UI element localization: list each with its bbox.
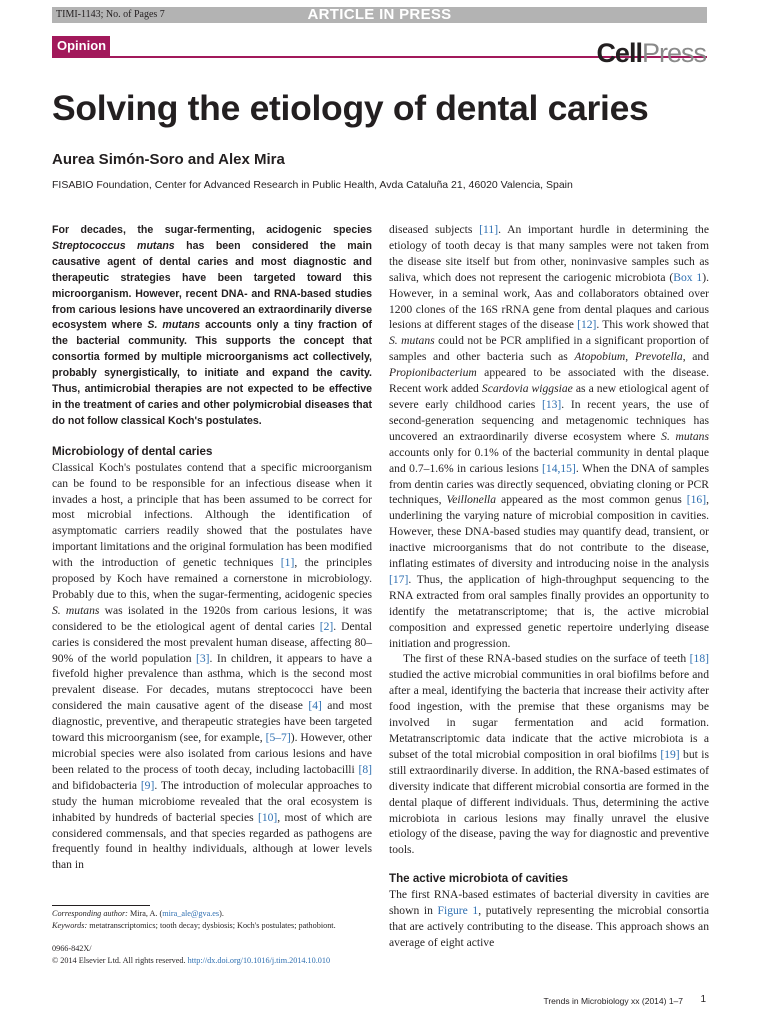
article-in-press-banner: [52, 7, 707, 23]
citation-link[interactable]: [11]: [479, 223, 499, 236]
figure-link[interactable]: Figure 1: [437, 904, 479, 918]
copyright: © 2014 Elsevier Ltd. All rights reserved. http://dx.doi.org/10.1016/j.tim.2014.10.010: [52, 956, 331, 965]
body-paragraph: diseased subjects [11]. An important hurdle in determining the etiology of tooth decay is that many samples were not taken from the disease site itself but from other, noninvasive samples such as saliva, which does not represent the cariogenic microbiota (Box 1). However, in a seminal work, Aas and collaborators obtained over 1200 clones of the 16S rRNA gene from dental plaques and carious lesions at different stages of the disease [12]. This work showed that S. mutans could not be PCR amplified in a significant proportion of samples and other bacteria such as Atopobium, Prevotella, and Propionibacterium appeared to be associated with the disease. Recent work added Scardovia wiggsiae as a new etiological agent of severe early childhood caries [13]. In recent years, the use of second-generation sequencing and metagenomic techniques has uncovered an extraordinarily diverse ecosystem where S. mutans accounts only for 0.1% of the bacterial community in dental plaque and 0.7–1.6% in carious lesions [14,15]. When the DNA of samples from dentin caries was directly sequenced, obviating cloning or PCR techniques, Veillonella appeared as the most common genus [16], underlining the varying nature of microbial composition in cavities. However, these DNA-based studies may quantify dead, transient, or inactive microorganisms that do not contribute to the disease, inflating estimates of diversity and introducing noise in the analysis [17]. Thus, the application of high-throughput sequencing to the RNA extracted from oral samples finally provides an opportunity to identify the metatranscriptome; that is, the active microbial composition and expressed genetic repertoire underlying disease initiation and progression.: [389, 223, 710, 650]
citation-link[interactable]: [12]: [577, 318, 597, 332]
article-title: Solving the etiology of dental caries: [52, 88, 649, 128]
citation-link[interactable]: [17]: [389, 572, 409, 586]
citation-link[interactable]: [4]: [308, 699, 322, 713]
citation-link[interactable]: [5–7]: [265, 731, 291, 745]
article-authors: Aurea Simón-Soro and Alex Mira: [52, 151, 285, 168]
publisher-logo: [596, 38, 706, 69]
section-label: Opinion: [52, 36, 110, 56]
citation-link[interactable]: [3]: [195, 651, 210, 665]
body-paragraph: Classical Koch's postulates contend that a specific microorganism can be found to be responsible for an infectious disease when it invades a host, a principle that has been assumed to be correct for most microbial infections. Although the identification of asymptomatic carriers readily showed that the postulates have important limitations and the original formulation has been modified with the introduction of genetic techniques [1], the principles proposed by Koch have remained a cornerstone in microbiology. Probably due to this, when the sugar-fermenting, acidogenic species S. mutans was isolated in the 1920s from carious lesions, it was considered to be the etiological agent of dental caries [2]. Dental caries is considered the most prevalent human disease, affecting 80–90% of the world population [3]. In children, it appears to have a fivefold higher prevalence than asthma, which is the second most prevalent disease. For decades, mutans streptococci have been considered the main causative agent of the disease [4] and most diagnostic, preventive, and therapeutic strategies have been targeted toward this microorganism (see, for example, [5–7]). However, other microbial species were also isolated from carious lesions and have been related to the process of tooth decay, including lactobacilli [8] and bifidobacteria [9]. The introduction of molecular approaches to study the human microbiome revealed that the oral ecosystem is inhabited by hundreds of bacterial species [10], most of which are considered commensals, and that species regarded as pathogens are frequently found in healthy individuals, although at lower levels than in: [52, 460, 373, 872]
email-link[interactable]: mira_ale@gva.es: [162, 909, 220, 918]
citation-link[interactable]: [18]: [689, 652, 709, 666]
logo-cell: Cell: [596, 38, 642, 68]
issn: 0966-842X/: [52, 944, 92, 953]
logo-press: Press: [641, 38, 706, 68]
corresponding-author: Corresponding author: Mira, A. (mira_ale@gva.es).: [52, 909, 224, 918]
citation-link[interactable]: [9]: [140, 778, 155, 792]
abstract: For decades, the sugar-fermenting, acidogenic species Streptococcus mutans has been considered the main causative agent of dental caries and most diagnostic and therapeutic strategies have been targeted toward this microorganism. However, recent DNA- and RNA-based studies from carious lesions have uncovered an extraordinarily diverse ecosystem where S. mutans accounts only a tiny fraction of the bacterial community. This supports the concept that consortia formed by multiple microorganisms act collectively, probably synergistically, to initiate and expand the cavity. Thus, antimicrobial therapies are not expected to be effective in the treatment of caries and other polymicrobial diseases that do not follow classical Koch's postulates.: [52, 224, 372, 427]
footnote-rule: [52, 905, 150, 906]
citation-link[interactable]: [8]: [358, 762, 372, 776]
citation-link[interactable]: [16]: [686, 493, 707, 507]
citation-link[interactable]: [2]: [319, 619, 334, 633]
citation-link[interactable]: [19]: [660, 747, 680, 761]
citation-link[interactable]: [1]: [280, 556, 295, 570]
article-status: ARTICLE IN PRESS: [307, 6, 452, 23]
section-heading-microbiology: Microbiology of dental caries: [52, 444, 213, 458]
body-paragraph: The first of these RNA-based studies on the surface of teeth [18] studied the active microbial communities in oral biofilms before and after a meal, identifying the bacteria that increase their activity after food ingestion, with the premise that these organisms may be involved in sugar fermentation and acid formation. Metatranscriptomic data indicate that the active microbiota is a subset of the total microbial composition in oral biofilms [19] but is still extraordinarily diverse. In addition, the RNA-based estimates of diversity indicate that different microbial consortia are formed in the dental plaque of different individuals. Thus, determining the active microbiota in carious lesions may finally unravel the elusive etiology of the disease, paving the way for diagnostic and preventive tools.: [389, 652, 709, 857]
page-number: 1: [700, 994, 706, 1005]
author-affiliation: FISABIO Foundation, Center for Advanced Research in Public Health, Avda Cataluña 21, 46020 Valencia, Spain: [52, 179, 573, 191]
body-paragraph: The first RNA-based estimates of bacterial diversity in cavities are shown in Figure 1, putatively representing the microbial consortia that are actively contributing to the disease. This approach shows an average of eight active: [389, 888, 709, 949]
keywords: Keywords: metatranscriptomics; tooth decay; dysbiosis; Koch's postulates; pathobiont.: [52, 921, 336, 930]
manuscript-reference: TIMI-1143; No. of Pages 7: [56, 9, 165, 20]
citation-link[interactable]: [13]: [541, 397, 562, 411]
citation-link[interactable]: [14,15]: [542, 461, 576, 475]
box-link[interactable]: Box 1: [673, 270, 703, 284]
right-column: [389, 222, 709, 951]
journal-footer: Trends in Microbiology xx (2014) 1–7: [543, 996, 683, 1006]
left-column: [52, 223, 372, 873]
doi-link[interactable]: http://dx.doi.org/10.1016/j.tim.2014.10.010: [187, 956, 331, 965]
section-heading-active-microbiota: The active microbiota of cavities: [389, 872, 569, 886]
citation-link[interactable]: [10]: [257, 810, 278, 824]
